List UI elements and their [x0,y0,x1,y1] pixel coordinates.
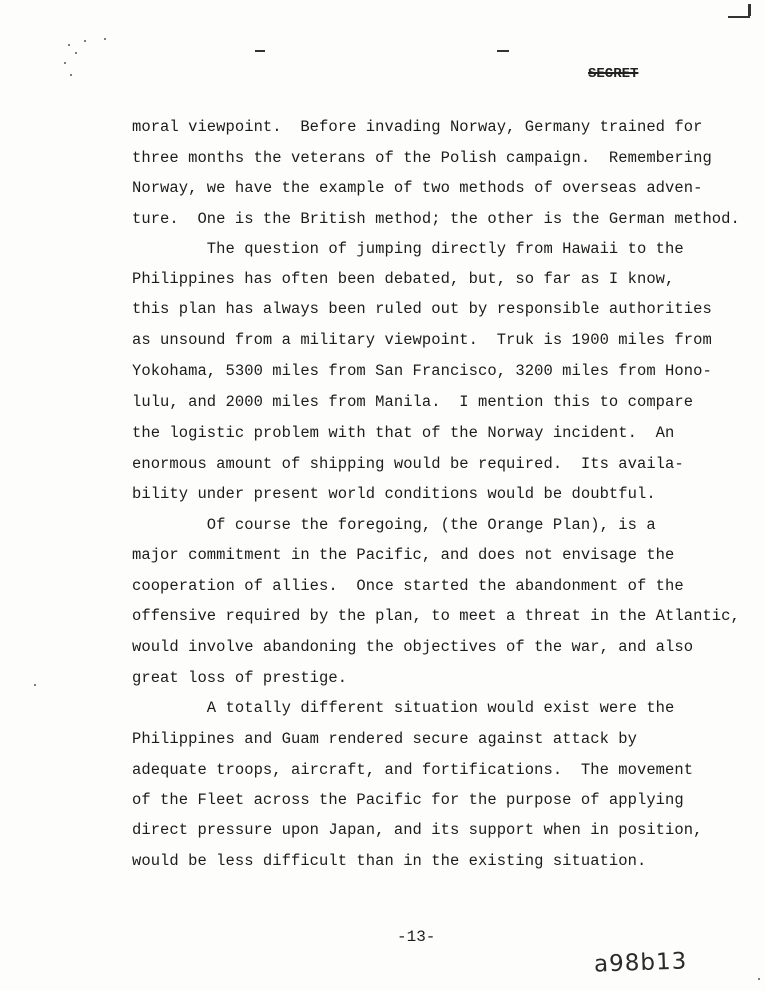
text-line: offensive required by the plan, to meet a threat in the Atlantic, [132,607,740,625]
scan-mark-top-right [728,16,750,18]
scan-speck [75,52,77,54]
scan-mark-top-center [497,50,509,52]
text-line: great loss of prestige. [132,669,348,687]
scan-speck [758,978,760,980]
scan-speck [68,44,70,46]
classification-marking: SECRET [588,66,639,82]
text-line: cooperation of allies. Once started the abandonment of the [132,577,684,595]
text-line: of the Fleet across the Pacific for the purpose of applying [132,791,684,809]
text-line: would involve abandoning the objectives of the war, and also [132,638,694,656]
text-line: A totally different situation would exist were the [132,699,675,717]
text-line: bility under present world conditions would be doubtful. [132,485,656,503]
text-line: The question of jumping directly from Hawaii to the [132,240,684,258]
text-line: as unsound from a military viewpoint. Truk is 1900 miles from [132,331,712,349]
text-line: Philippines and Guam rendered secure against attack by [132,730,637,748]
scan-speck [70,74,72,76]
text-line: adequate troops, aircraft, and fortifications. The movement [132,761,694,779]
page-number: -13- [397,928,436,946]
text-line: the logistic problem with that of the Norway incident. An [132,424,675,442]
text-line: Of course the foregoing, (the Orange Plan), is a [132,516,656,534]
text-line: Yokohama, 5300 miles from San Francisco, 3200 miles from Hono- [132,362,712,380]
text-line: lulu, and 2000 miles from Manila. I mention this to compare [132,393,694,411]
scan-mark-top-left [255,50,265,52]
scan-speck [64,62,66,64]
text-line: moral viewpoint. Before invading Norway, Germany trained for [132,118,703,136]
text-line: Norway, we have the example of two methods of overseas adven- [132,179,703,197]
text-line: direct pressure upon Japan, and its support when in position, [132,821,703,839]
text-line: this plan has always been ruled out by responsible authorities [132,300,712,318]
text-line: would be less difficult than in the existing situation. [132,852,647,870]
text-line: three months the veterans of the Polish campaign. Remembering [132,149,712,167]
archive-number: a98b13 [593,948,688,978]
scan-speck [104,38,106,40]
text-line: Philippines has often been debated, but, so far as I know, [132,270,675,288]
text-line: ture. One is the British method; the other is the German method. [132,210,740,228]
scan-mark-corner [748,4,751,16]
text-line: enormous amount of shipping would be required. Its availa- [132,455,684,473]
text-line: major commitment in the Pacific, and does not envisage the [132,546,675,564]
scan-speck [84,40,86,42]
scan-speck [34,684,36,686]
